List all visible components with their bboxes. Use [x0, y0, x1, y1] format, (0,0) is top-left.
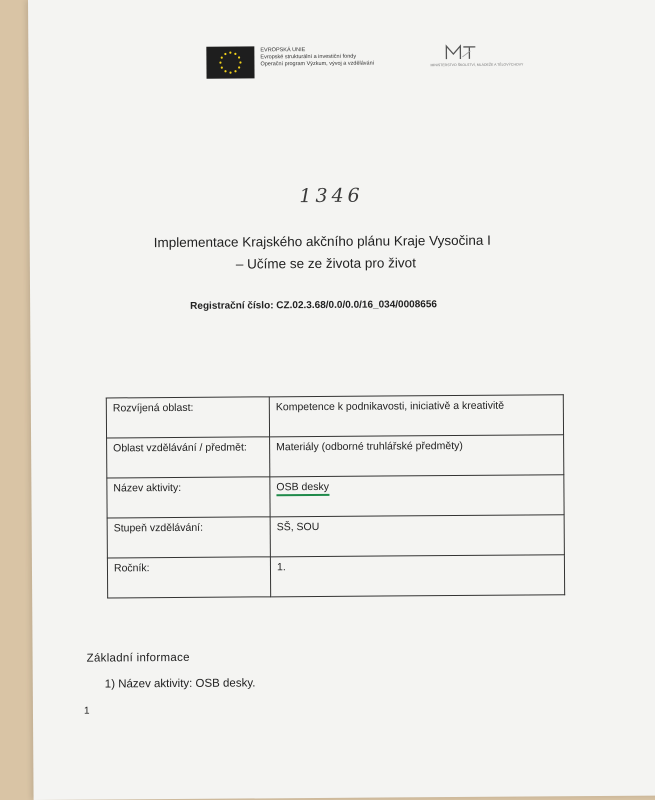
msmt-logo-icon: [430, 43, 524, 79]
eu-flag-icon: [206, 46, 254, 78]
eu-text: [260, 47, 374, 69]
row-label: Oblast vzdělávání / předmět:: [107, 437, 270, 478]
flag-star: [221, 67, 223, 69]
flag-star: [224, 70, 226, 72]
row-value: [270, 475, 564, 517]
row-label: Rozvíjená oblast:: [106, 397, 269, 438]
header-logos: [206, 43, 524, 81]
row-value: Materiály (odborné truhlářské předměty): [270, 435, 564, 477]
flag-star: [238, 66, 240, 68]
handwritten-number: 1346: [299, 184, 364, 208]
eu-line: Evropské strukturální a investiční fondy: [260, 53, 357, 61]
flag-star: [234, 70, 236, 72]
flag-star: [239, 61, 241, 63]
flag-star: [229, 71, 231, 73]
row-label: Stupeň vzdělávání:: [107, 517, 270, 558]
row-value: 1.: [270, 555, 564, 597]
project-subtitle: – Učíme se ze života pro život: [235, 255, 416, 272]
document-page: [28, 0, 655, 800]
ministry-text: MINISTERSTVO ŠKOLSTVÍ, MLÁDEŽE A TĚLOVÝCHOVY: [430, 62, 524, 68]
flag-star: [238, 56, 240, 58]
flag-star: [219, 62, 221, 64]
row-value: SŠ, SOU: [270, 515, 564, 557]
table-row: [107, 555, 564, 598]
row-label: Název aktivity:: [107, 477, 270, 518]
table-row: [107, 515, 564, 558]
flag-star: [234, 53, 236, 55]
flag-star: [221, 57, 223, 59]
activity-info-table: [106, 394, 565, 598]
flag-star: [229, 51, 231, 53]
project-title: Implementace Krajského akčního plánu Kraje Vysočina I: [153, 232, 491, 251]
list-item: 1) Název aktivity: OSB desky.: [104, 677, 256, 691]
table-row: [107, 475, 564, 518]
row-label: Ročník:: [107, 557, 270, 598]
flag-star: [224, 53, 226, 55]
page-number: 1: [83, 705, 90, 717]
table-row: [107, 435, 564, 478]
registration-number: Registrační číslo: CZ.02.3.68/0.0/0.0/16_034/0008656: [190, 299, 438, 312]
section-heading: Základní informace: [86, 651, 190, 665]
table-row: [106, 395, 563, 438]
activity-name-value: OSB desky: [276, 481, 329, 496]
eu-line: Operační program Výzkum, vývoj a vzdělávání: [260, 60, 375, 68]
eu-line: EVROPSKÁ UNIE: [260, 47, 306, 54]
row-value: Kompetence k podnikavosti, iniciativě a kreativitě: [269, 395, 563, 437]
